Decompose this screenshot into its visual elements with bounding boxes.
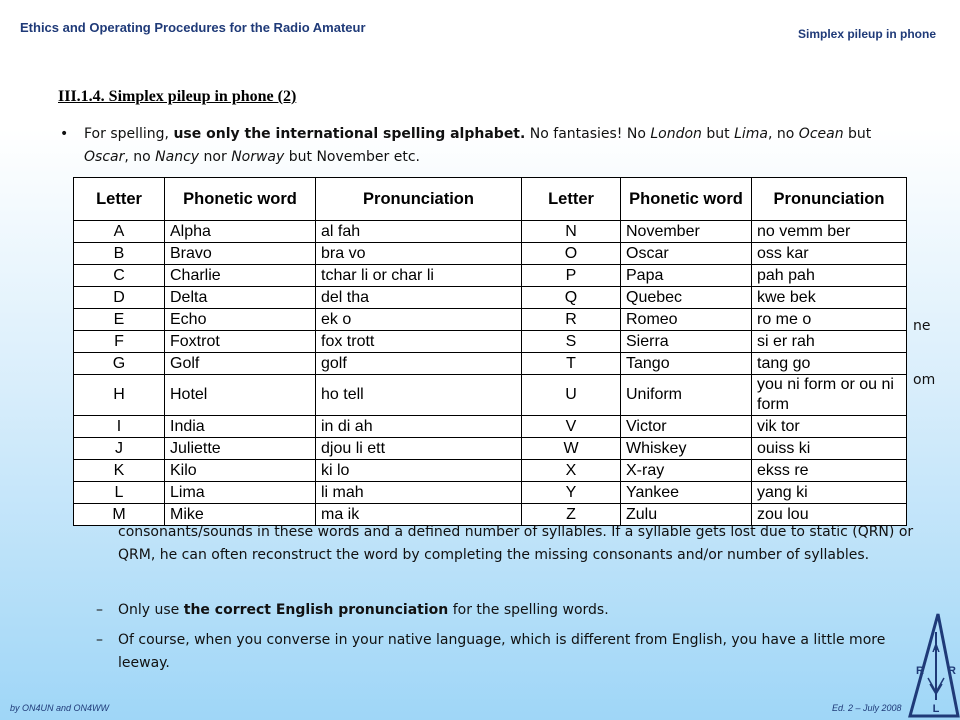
cell-phonetic-word: Zulu bbox=[621, 504, 752, 526]
cell-letter: A bbox=[74, 221, 165, 243]
dash-marker: – bbox=[96, 602, 103, 618]
cell-phonetic-word: Kilo bbox=[165, 460, 316, 482]
cell-phonetic-word: Charlie bbox=[165, 265, 316, 287]
footer-edition: Ed. 2 – July 2008 bbox=[832, 703, 902, 713]
cell-phonetic-word: Victor bbox=[621, 416, 752, 438]
cell-phonetic-word: Romeo bbox=[621, 309, 752, 331]
cell-letter: S bbox=[522, 331, 621, 353]
cell-pronunciation: li mah bbox=[316, 482, 522, 504]
subpoint-text: Of course, when you converse in your native language, which is different from English, you have a little more leeway. bbox=[118, 632, 886, 671]
cell-phonetic-word: Echo bbox=[165, 309, 316, 331]
cell-phonetic-word: Tango bbox=[621, 353, 752, 375]
col-header-letter: Letter bbox=[522, 178, 621, 221]
cell-phonetic-word: Uniform bbox=[621, 375, 752, 416]
svg-text:R: R bbox=[916, 665, 924, 677]
bullet-dot: • bbox=[60, 126, 69, 142]
cell-letter: J bbox=[74, 438, 165, 460]
cell-pronunciation: ho tell bbox=[316, 375, 522, 416]
cell-pronunciation: al fah bbox=[316, 221, 522, 243]
cell-phonetic-word: November bbox=[621, 221, 752, 243]
spelling-bullet bbox=[60, 123, 920, 169]
col-header-phonetic-word: Phonetic word bbox=[621, 178, 752, 221]
cell-letter: H bbox=[74, 375, 165, 416]
table-row bbox=[74, 353, 907, 375]
cell-pronunciation: pah pah bbox=[752, 265, 907, 287]
cell-letter: V bbox=[522, 416, 621, 438]
cell-pronunciation: tchar li or char li bbox=[316, 265, 522, 287]
footer-authors: by ON4UN and ON4WW bbox=[10, 703, 110, 713]
cell-pronunciation: del tha bbox=[316, 287, 522, 309]
occluded-text-fragment: ne bbox=[913, 318, 931, 334]
cell-letter: T bbox=[522, 353, 621, 375]
cell-letter: W bbox=[522, 438, 621, 460]
table-row bbox=[74, 221, 907, 243]
cell-letter: Q bbox=[522, 287, 621, 309]
cell-letter: D bbox=[74, 287, 165, 309]
subpoint-text: consonants/sounds in these words and a defined number of syllables. If a syllable gets lost due to static (QRN) or QRM, he can often reconstruct the word by completing the missing consonants and/or number of syllables. bbox=[118, 524, 914, 563]
header-section: Simplex pileup in phone bbox=[797, 27, 936, 41]
col-header-pronunciation: Pronunciation bbox=[752, 178, 907, 221]
cell-pronunciation: yang ki bbox=[752, 482, 907, 504]
table-row bbox=[74, 416, 907, 438]
subpoint-text: Only use the correct English pronunciation for the spelling words. bbox=[118, 602, 609, 618]
cell-letter: N bbox=[522, 221, 621, 243]
table-row bbox=[74, 309, 907, 331]
cell-letter: K bbox=[74, 460, 165, 482]
cell-phonetic-word: Papa bbox=[621, 265, 752, 287]
cell-phonetic-word: Foxtrot bbox=[165, 331, 316, 353]
arrl-logo-icon bbox=[908, 612, 960, 720]
svg-text:L: L bbox=[932, 703, 940, 715]
cell-pronunciation: djou li ett bbox=[316, 438, 522, 460]
cell-pronunciation: fox trott bbox=[316, 331, 522, 353]
cell-phonetic-word: Mike bbox=[165, 504, 316, 526]
cell-pronunciation: golf bbox=[316, 353, 522, 375]
cell-pronunciation: tang go bbox=[752, 353, 907, 375]
cell-phonetic-word: Whiskey bbox=[621, 438, 752, 460]
cell-pronunciation: oss kar bbox=[752, 243, 907, 265]
cell-phonetic-word: Lima bbox=[165, 482, 316, 504]
cell-letter: M bbox=[74, 504, 165, 526]
cell-phonetic-word: Bravo bbox=[165, 243, 316, 265]
cell-pronunciation: you ni form or ou ni form bbox=[752, 375, 907, 416]
cell-pronunciation: ekss re bbox=[752, 460, 907, 482]
svg-text:R: R bbox=[948, 665, 956, 677]
cell-letter: R bbox=[522, 309, 621, 331]
table-row bbox=[74, 438, 907, 460]
cell-letter: Y bbox=[522, 482, 621, 504]
table-row bbox=[74, 482, 907, 504]
cell-letter: P bbox=[522, 265, 621, 287]
cell-pronunciation: vik tor bbox=[752, 416, 907, 438]
cell-phonetic-word: Yankee bbox=[621, 482, 752, 504]
cell-phonetic-word: Oscar bbox=[621, 243, 752, 265]
svg-text:A: A bbox=[932, 643, 940, 655]
subpoint-native-language bbox=[96, 629, 926, 675]
cell-phonetic-word: X-ray bbox=[621, 460, 752, 482]
spelling-alphabet-table bbox=[73, 177, 907, 526]
cell-letter: B bbox=[74, 243, 165, 265]
cell-letter: O bbox=[522, 243, 621, 265]
cell-pronunciation: ro me o bbox=[752, 309, 907, 331]
cell-letter: U bbox=[522, 375, 621, 416]
col-header-pronunciation: Pronunciation bbox=[316, 178, 522, 221]
subpoint-pronunciation bbox=[96, 599, 926, 622]
cell-pronunciation: kwe bek bbox=[752, 287, 907, 309]
cell-letter: L bbox=[74, 482, 165, 504]
cell-phonetic-word: Juliette bbox=[165, 438, 316, 460]
col-header-phonetic-word: Phonetic word bbox=[165, 178, 316, 221]
cell-pronunciation: in di ah bbox=[316, 416, 522, 438]
table-row bbox=[74, 265, 907, 287]
cell-pronunciation: ma ik bbox=[316, 504, 522, 526]
cell-phonetic-word: Delta bbox=[165, 287, 316, 309]
cell-letter: I bbox=[74, 416, 165, 438]
page-title: III.1.4. Simplex pileup in phone (2) bbox=[58, 88, 297, 105]
col-header-letter: Letter bbox=[74, 178, 165, 221]
cell-phonetic-word: Hotel bbox=[165, 375, 316, 416]
table-row bbox=[74, 287, 907, 309]
subpoint-syllables bbox=[96, 521, 926, 567]
cell-letter: C bbox=[74, 265, 165, 287]
table-row bbox=[74, 243, 907, 265]
dash-marker: – bbox=[96, 632, 103, 648]
cell-phonetic-word: India bbox=[165, 416, 316, 438]
cell-phonetic-word: Alpha bbox=[165, 221, 316, 243]
cell-phonetic-word: Quebec bbox=[621, 287, 752, 309]
cell-pronunciation: zou lou bbox=[752, 504, 907, 526]
cell-letter: F bbox=[74, 331, 165, 353]
cell-letter: X bbox=[522, 460, 621, 482]
table-row bbox=[74, 375, 907, 416]
cell-pronunciation: si er rah bbox=[752, 331, 907, 353]
cell-pronunciation: ki lo bbox=[316, 460, 522, 482]
cell-pronunciation: ouiss ki bbox=[752, 438, 907, 460]
cell-phonetic-word: Golf bbox=[165, 353, 316, 375]
bullet-text: For spelling, use only the international spelling alphabet. No fantasies! No London but Lima, no Ocean but Oscar, no Nancy nor Norway but November etc. bbox=[84, 126, 872, 165]
cell-pronunciation: bra vo bbox=[316, 243, 522, 265]
occluded-text-fragment: om bbox=[913, 372, 936, 388]
header-title: Ethics and Operating Procedures for the Radio Amateur bbox=[20, 20, 366, 35]
cell-letter: Z bbox=[522, 504, 621, 526]
cell-pronunciation: ek o bbox=[316, 309, 522, 331]
table-row bbox=[74, 331, 907, 353]
cell-letter: E bbox=[74, 309, 165, 331]
table-row bbox=[74, 460, 907, 482]
cell-phonetic-word: Sierra bbox=[621, 331, 752, 353]
table-header-row bbox=[74, 178, 907, 221]
cell-letter: G bbox=[74, 353, 165, 375]
cell-pronunciation: no vemm ber bbox=[752, 221, 907, 243]
